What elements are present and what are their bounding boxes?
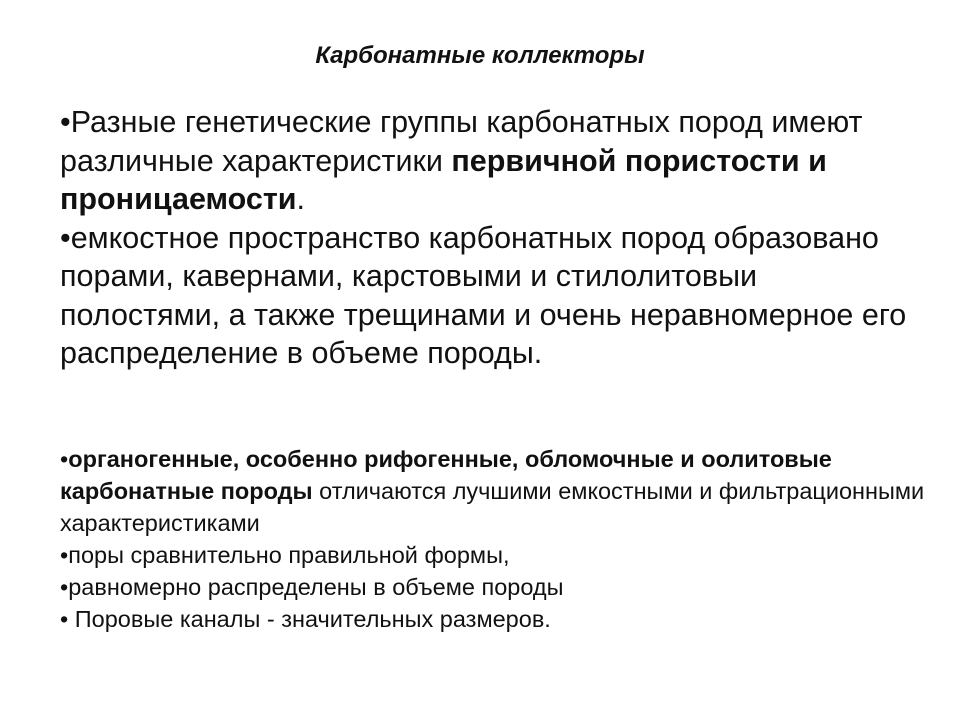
bullet-paragraph-3 <box>60 443 930 539</box>
bullet-dot: • <box>60 606 75 632</box>
paragraph-4-text: поры сравнительно правильной формы, <box>68 542 510 568</box>
bullet-paragraph-4 <box>60 539 930 571</box>
bullet-dot: • <box>60 446 69 472</box>
secondary-text-block <box>60 443 930 635</box>
bullet-paragraph-6 <box>60 603 930 635</box>
paragraph-1-text-start: Разные генетические группы карбонатных пород имеют различные характеристики <box>60 105 863 178</box>
slide-title: Карбонатные коллекторы <box>315 42 645 69</box>
bullet-dot: • <box>60 105 71 139</box>
paragraph-3-bold-text: органогенные, особенно рифогенные, обломочные и оолитовые карбонатные породы <box>60 446 832 504</box>
bullet-paragraph-5 <box>60 571 930 603</box>
paragraph-5-text: равномерно распределены в объеме породы <box>68 574 564 600</box>
paragraph-2-text: емкостное пространство карбонатных пород образовано порами, кавернами, карстовыми и стилолитовыи полостями, а также трещинами и очень неравномерное его распределение в объеме породы. <box>60 220 907 370</box>
main-text-block <box>60 103 920 373</box>
paragraph-1-bold-text: первичной пористости и проницаемости <box>60 143 827 216</box>
bullet-dot: • <box>60 542 69 568</box>
paragraph-1-text-end: . <box>296 182 306 216</box>
bullet-dot: • <box>60 220 71 255</box>
bullet-dot: • <box>60 574 69 600</box>
paragraph-6-text: Поровые каналы - значительных размеров. <box>74 606 551 632</box>
bullet-paragraph-1 <box>60 103 920 219</box>
bullet-paragraph-2 <box>60 219 920 373</box>
paragraph-3-text: отличаются лучшими емкостными и фильтрационными характеристиками <box>60 478 925 536</box>
